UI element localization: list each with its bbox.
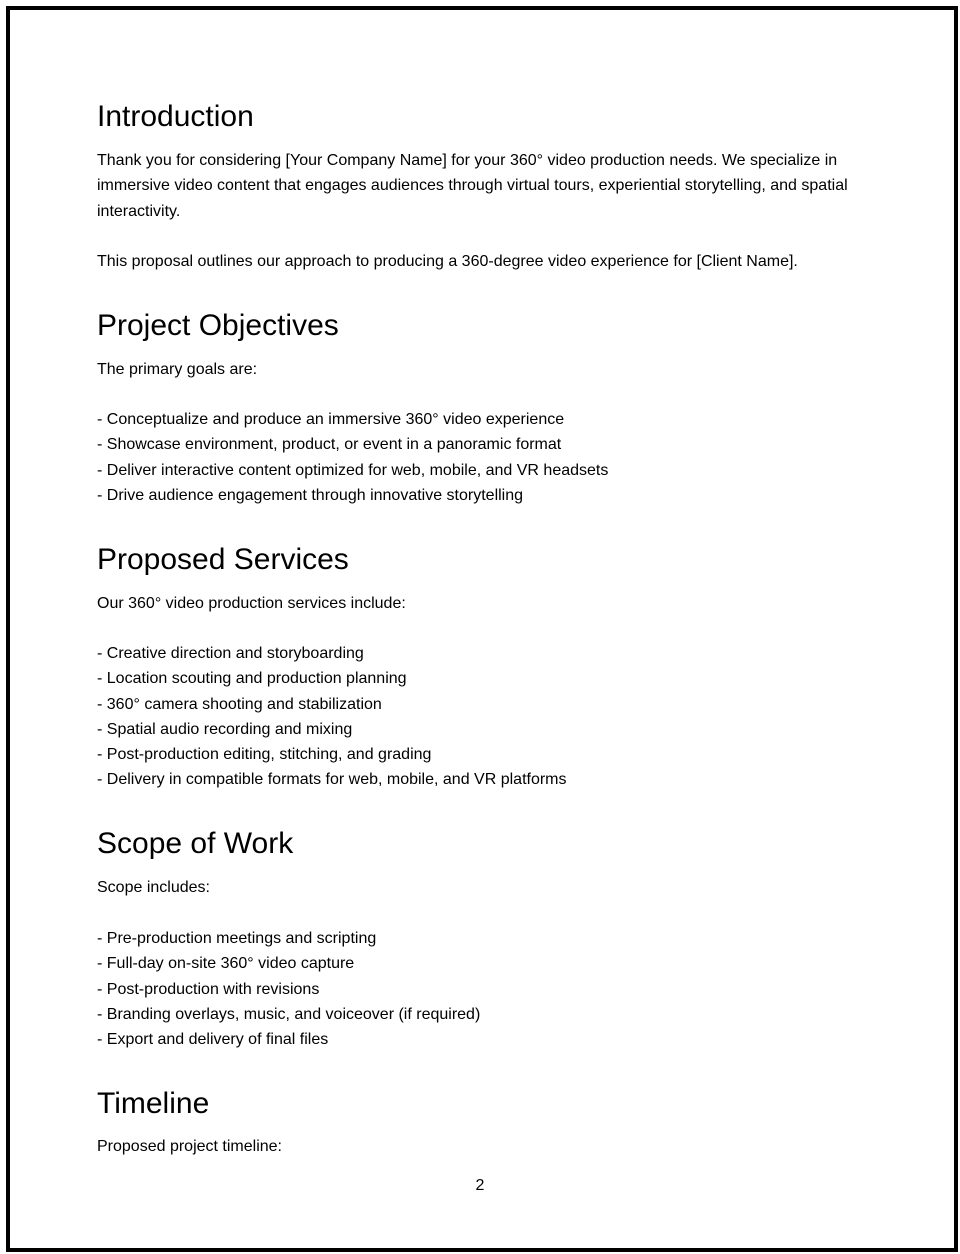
list-item: - Spatial audio recording and mixing — [97, 720, 353, 738]
list-item: - Deliver interactive content optimized for web, mobile, and VR headsets — [97, 461, 609, 479]
timeline-intro: Proposed project timeline: — [97, 1138, 282, 1155]
page-number: 2 — [475, 1177, 485, 1194]
objectives-list — [97, 407, 608, 508]
scope-intro: Scope includes: — [97, 879, 210, 896]
introduction-paragraph-2: This proposal outlines our approach to producing a 360-degree video experience for [Client Name]. — [97, 253, 798, 270]
heading-scope-of-work: Scope of Work — [97, 827, 294, 860]
list-item: - Location scouting and production planning — [97, 670, 407, 688]
services-list — [97, 641, 567, 793]
introduction-paragraph: Thank you for considering [Your Company Name] for your 360° video production needs. We specialize in immersive video content that engages audiences through virtual tours, experiential storytelling, and spatial interactivity. — [97, 152, 848, 220]
heading-project-objectives: Project Objectives — [97, 309, 339, 342]
list-item: - Conceptualize and produce an immersive 360° video experience — [97, 411, 565, 428]
objectives-intro: The primary goals are: — [97, 361, 258, 378]
list-item: - Post-production editing, stitching, and grading — [97, 746, 432, 764]
heading-introduction: Introduction — [97, 100, 254, 133]
list-item: - Creative direction and storyboarding — [97, 645, 364, 662]
list-item: - Delivery in compatible formats for web, mobile, and VR platforms — [97, 771, 567, 789]
list-item: - Full-day on-site 360° video capture — [97, 955, 355, 973]
list-item: - Pre-production meetings and scripting — [97, 930, 377, 947]
scope-list — [97, 926, 480, 1052]
list-item: - Post-production with revisions — [97, 980, 320, 998]
heading-proposed-services: Proposed Services — [97, 543, 349, 576]
list-item: - Showcase environment, product, or event in a panoramic format — [97, 436, 562, 454]
list-item: - Export and delivery of final files — [97, 1031, 329, 1049]
list-item: - Branding overlays, music, and voiceover (if required) — [97, 1005, 481, 1023]
list-item: - 360° camera shooting and stabilization — [97, 695, 382, 713]
list-item: - Drive audience engagement through innovative storytelling — [97, 486, 524, 504]
services-intro: Our 360° video production services include: — [97, 595, 406, 612]
heading-timeline: Timeline — [97, 1087, 210, 1120]
